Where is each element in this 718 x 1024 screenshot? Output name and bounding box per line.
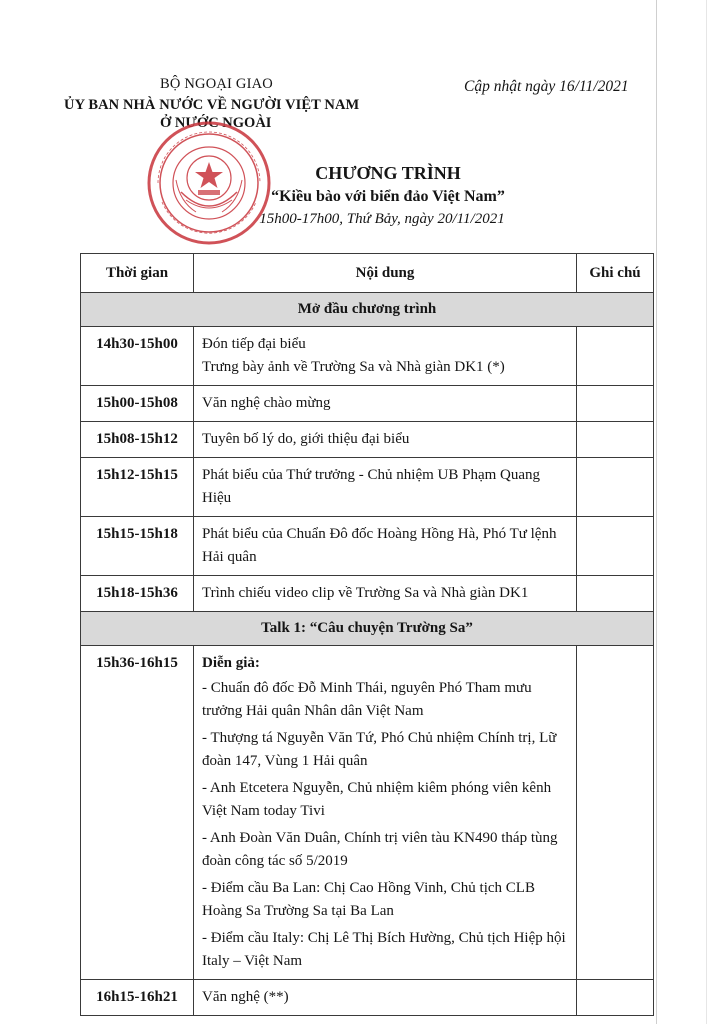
row-note bbox=[577, 458, 654, 517]
table-row bbox=[81, 422, 654, 458]
header-content: Nội dung bbox=[194, 254, 577, 293]
row-time: 15h12-15h15 bbox=[81, 458, 194, 517]
updated-date: Cập nhật ngày 16/11/2021 bbox=[464, 78, 629, 95]
section-row-talk1 bbox=[81, 612, 654, 646]
header-note: Ghi chú bbox=[577, 254, 654, 293]
row-time: 15h08-15h12 bbox=[81, 422, 194, 458]
section-title: Mở đầu chương trình bbox=[81, 293, 654, 327]
row-note bbox=[577, 386, 654, 422]
header-time: Thời gian bbox=[81, 254, 194, 293]
committee-name-line1: ỦY BAN NHÀ NƯỚC VỀ NGƯỜI VIỆT NAM bbox=[64, 97, 360, 113]
row-note bbox=[577, 646, 654, 980]
row-content: Trình chiếu video clip về Trường Sa và Nhà giàn DK1 bbox=[194, 576, 577, 612]
row-content: Phát biểu của Chuẩn Đô đốc Hoàng Hồng Hà, Phó Tư lệnh Hải quân bbox=[194, 517, 577, 576]
speaker-item: - Thượng tá Nguyễn Văn Tứ, Phó Chủ nhiệm Chính trị, Lữ đoàn 147, Vùng 1 Hải quân bbox=[202, 730, 557, 769]
row-note bbox=[577, 980, 654, 1016]
table-header-row bbox=[81, 254, 654, 293]
table-row bbox=[81, 980, 654, 1016]
page-edge-line bbox=[656, 0, 657, 1024]
speaker-item: - Chuẩn đô đốc Đỗ Minh Thái, nguyên Phó Tham mưu trưởng Hải quân Nhân dân Việt Nam bbox=[202, 680, 532, 719]
row-content: Văn nghệ chào mừng bbox=[194, 386, 577, 422]
row-content bbox=[194, 327, 577, 386]
row-note bbox=[577, 517, 654, 576]
row-time: 15h36-16h15 bbox=[81, 646, 194, 980]
table-row bbox=[81, 386, 654, 422]
row-time: 15h15-15h18 bbox=[81, 517, 194, 576]
table-row bbox=[81, 576, 654, 612]
row-content: Phát biểu của Thứ trưởng - Chủ nhiệm UB Phạm Quang Hiệu bbox=[194, 458, 577, 517]
section-row-opening bbox=[81, 293, 654, 327]
table-row bbox=[81, 327, 654, 386]
row-note bbox=[577, 576, 654, 612]
speaker-item: - Anh Đoàn Văn Duân, Chính trị viên tàu KN490 tháp tùng đoàn công tác số 5/2019 bbox=[202, 830, 558, 869]
speaker-item: - Điểm cầu Ba Lan: Chị Cao Hồng Vinh, Chủ tịch CLB Hoàng Sa Trường Sa tại Ba Lan bbox=[202, 880, 535, 919]
row-time: 16h15-16h21 bbox=[81, 980, 194, 1016]
program-subtitle: “Kiều bào với biển đảo Việt Nam” bbox=[271, 188, 505, 205]
row-time: 15h18-15h36 bbox=[81, 576, 194, 612]
ministry-name: BỘ NGOẠI GIAO bbox=[160, 76, 273, 92]
speaker-item: - Điểm cầu Italy: Chị Lê Thị Bích Hường, Chủ tịch Hiệp hội Italy – Việt Nam bbox=[202, 930, 566, 969]
row-content bbox=[194, 646, 577, 980]
table-row bbox=[81, 458, 654, 517]
row-note bbox=[577, 327, 654, 386]
row-time: 15h00-15h08 bbox=[81, 386, 194, 422]
row-content: Văn nghệ (**) bbox=[194, 980, 577, 1016]
table-row bbox=[81, 646, 654, 980]
table-row bbox=[81, 517, 654, 576]
page-edge-line bbox=[706, 0, 707, 1024]
row-content-line: Trưng bày ảnh về Trường Sa và Nhà giàn DK1 (*) bbox=[202, 359, 505, 375]
program-time: 15h00-17h00, Thứ Bảy, ngày 20/11/2021 bbox=[259, 211, 505, 227]
row-time: 14h30-15h00 bbox=[81, 327, 194, 386]
speaker-item: - Anh Etcetera Nguyễn, Chủ nhiệm kiêm phóng viên kênh Việt Nam today Tivi bbox=[202, 780, 552, 819]
speakers-label: Diễn giả: bbox=[202, 655, 260, 671]
section-title: Talk 1: “Câu chuyện Trường Sa” bbox=[81, 612, 654, 646]
row-content: Tuyên bố lý do, giới thiệu đại biểu bbox=[194, 422, 577, 458]
row-content-line: Đón tiếp đại biểu bbox=[202, 336, 306, 352]
schedule-table bbox=[80, 253, 654, 1016]
program-title: CHƯƠNG TRÌNH bbox=[315, 163, 461, 183]
committee-name-line2: Ở NƯỚC NGOÀI bbox=[160, 115, 272, 131]
row-note bbox=[577, 422, 654, 458]
